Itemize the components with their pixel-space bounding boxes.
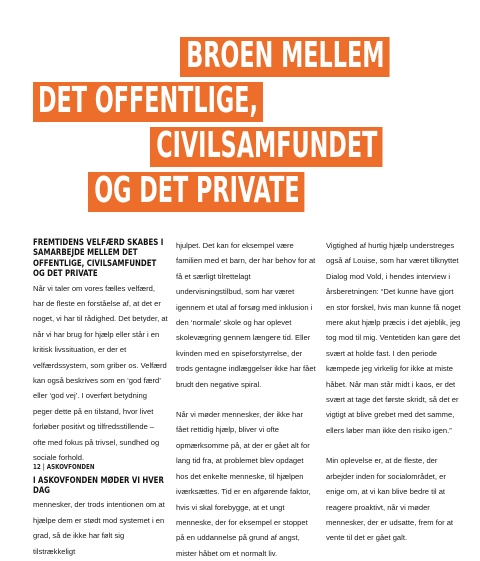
paragraph-meet: mennesker, der trods intentionen om at hjælpe dem er stødt mod systemet i en grad, så de ikke har følt sig tilstrækkeligt (33, 500, 165, 556)
page-footer: 12 | ASKOVFONDEN (33, 463, 95, 471)
paragraph-louise-quote: Vigtighed af hurtig hjælp understreges også af Louise, som har været tilknyttet Dialog mod Vold, i hendes interview i årsberetningen: “Det kunne have gjort en stor forskel, hvis man kunne få noget mere akut hjælp præcis i det øjeblik, jeg tog mod til mig. Ventetiden kan gøre det svært at holde fast. I den periode kæmpede jeg virkelig for ikke at miste håbet. Når man står midt i kaos, er det svært at tage det første skridt, så det er vigtigt at blive grebet med det samme, ellers løber man ikke den risiko igen.” (326, 241, 461, 435)
column-2 (176, 238, 316, 561)
paragraph-conclusion: Min oplevelse er, at de fleste, der arbejder inden for socialområdet, er enige om, at vi kan blive bedre til at reagere proaktivt, når vi møder mennesker, der er udsatte, frem for at vente til det er gået galt. (326, 456, 454, 543)
section-heading-2: I ASKOVFONDEN MØDER VI HVER DAG (33, 475, 164, 496)
paragraph-examples: hjulpet. Det kan for eksempel være familien med et barn, der har behov for at få et særligt tilrettelagt undervisningstilbud, som har været igennem et utal af forsøg med inklusion i den ‘normale’ skole og har oplevet skolevægring gennem længere tid. Eller kvinden med en spiseforstyrrelse, der trods gentagne indlæggelser ikke har fået brudt den negative spiral. (176, 241, 316, 389)
headline-line-2: DET OFFENTLIGE, (33, 82, 263, 122)
headline-line-4: OG DET PRIVATE (88, 172, 305, 212)
headline-line-1: BROEN MELLEM (180, 37, 389, 77)
column-1 (33, 238, 168, 559)
paragraph-welfare: Når vi taler om vores fælles velfærd, har de fleste en forståelse af, at det er noget, vi har til rådighed. Det betyder, at når vi har brug for hjælp eller står i en kritisk livssituation, er der et velfærdssystem, som griber os. Velfærd kan også beskrives som en ‘god færd’ eller ‘god vej’. I overført betydning peger dette på en tilstand, hvor livet forløber positivt og tilfredsstillende – ofte med fokus på trivsel, sundhed og sociale forhold. (33, 283, 168, 463)
paragraph-timely-help: Når vi møder mennesker, der ikke har fået rettidig hjælp, bliver vi ofte opmærksomme på, at der er gået alt for lang tid fra, at problemet blev opdaget hos det enkelte menneske, til hjælpen iværksættes. Tid er en afgørende faktor, hvis vi skal forebygge, at et ungt menneske, der for eksempel er stoppet på en uddannelse på grund af angst, mister håbet om et normalt liv. (176, 410, 311, 558)
column-3 (326, 238, 461, 546)
headline-line-3: CIVILSAMFUNDET (150, 127, 382, 167)
section-heading-1: FREMTIDENS VELFÆRD SKABES I SAMARBEJDE MELLEM DET OFFENTLIGE, CIVILSAMFUNDET OG DET PRIVATE (33, 238, 164, 280)
headline (0, 0, 480, 230)
